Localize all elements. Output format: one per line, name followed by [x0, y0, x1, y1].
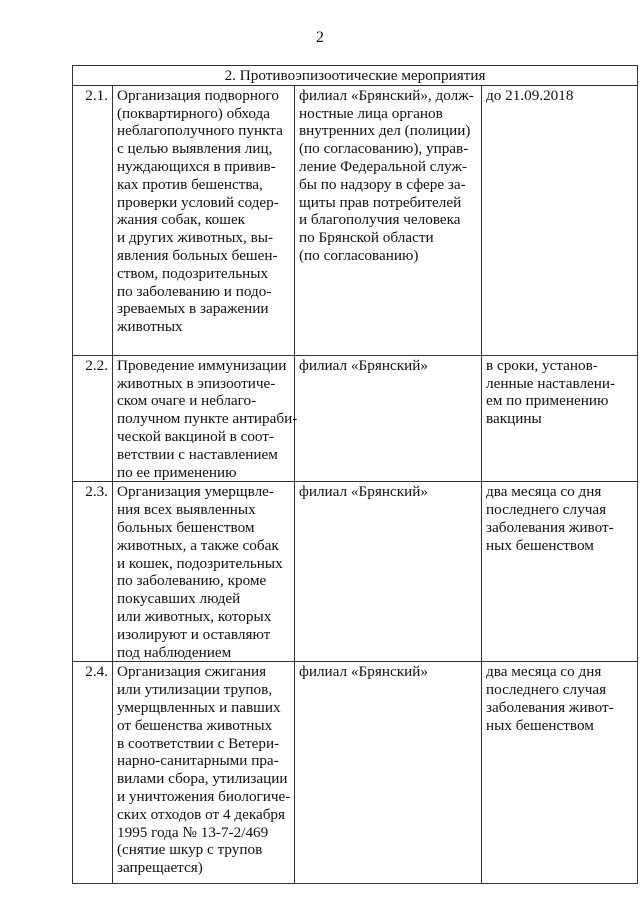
- event-line: неблагополучного пункта: [117, 122, 283, 140]
- event-cell: [113, 85, 295, 355]
- term-line: в сроки, установ-: [486, 356, 598, 374]
- event-line: или животных, которых: [117, 607, 272, 625]
- event-cell: [113, 662, 295, 884]
- executor-line: филиал «Брянский»: [299, 356, 428, 374]
- row-number: 2.1.: [73, 85, 113, 355]
- term-line: до 21.09.2018: [486, 86, 574, 104]
- term-cell: [482, 662, 638, 884]
- event-line: ния всех выявленных: [117, 501, 256, 519]
- table-row: [73, 355, 638, 482]
- executor-line: ностные лица органов: [299, 104, 443, 122]
- event-line: (снятие шкур с трупов: [117, 841, 263, 859]
- event-line: Организация умерщвле-: [117, 483, 274, 501]
- event-line: изолируют и оставляют: [117, 625, 271, 643]
- executor-line: по Брянской области: [299, 229, 434, 247]
- page-number: 2: [316, 29, 324, 46]
- table-row: [73, 482, 638, 662]
- event-line: и других животных, вы-: [117, 229, 274, 247]
- event-line: или утилизации трупов,: [117, 681, 273, 699]
- table-body: [73, 66, 638, 884]
- event-line: получном пункте антираби-: [117, 410, 298, 428]
- executor-line: ление Федеральной служ-: [299, 157, 468, 175]
- event-line: в соответствии с Ветери-: [117, 734, 280, 752]
- executor-cell: [295, 662, 482, 884]
- term-cell: [482, 355, 638, 482]
- executor-line: бы по надзору в сфере за-: [299, 175, 466, 193]
- event-line: покусавших людей: [117, 590, 241, 608]
- section-header-row: [73, 66, 638, 86]
- event-line: ветствии с наставлением: [117, 445, 278, 463]
- row-number: 2.3.: [73, 482, 113, 662]
- executor-cell: [295, 482, 482, 662]
- executor-line: внутренних дел (полиции): [299, 122, 471, 140]
- event-line: под наблюдением: [117, 643, 232, 661]
- event-line: Организация сжигания: [117, 663, 267, 681]
- event-line: зреваемых в заражении: [117, 300, 269, 318]
- event-line: ских отходов от 4 декабря: [117, 805, 286, 823]
- event-line: животных в эпизоотиче-: [117, 374, 276, 392]
- event-cell: [113, 355, 298, 482]
- term-line: два месяца со дня: [486, 483, 602, 501]
- event-line: проверки условий содер-: [117, 193, 279, 211]
- event-line: явления больных бешен-: [117, 246, 278, 264]
- event-line: больных бешенством: [117, 518, 255, 536]
- executor-cell: [295, 85, 482, 355]
- event-line: нуждающихся в привив-: [117, 157, 276, 175]
- term-line: ных бешенством: [486, 536, 594, 554]
- term-cell: [482, 85, 638, 355]
- event-line: по ее применению: [117, 463, 237, 481]
- executor-line: щиты прав потребителей: [299, 193, 462, 211]
- executor-line: филиал «Брянский», долж-: [299, 86, 474, 104]
- executor-line: филиал «Брянский»: [299, 663, 428, 681]
- measures-table: [72, 65, 638, 884]
- term-cell: [482, 482, 638, 662]
- executor-line: (по согласованию), управ-: [299, 140, 469, 158]
- table-row: [73, 662, 638, 884]
- term-line: ных бешенством: [486, 716, 594, 734]
- executor-line: филиал «Брянский»: [299, 483, 428, 501]
- event-line: 1995 года № 13-7-2/469: [117, 823, 269, 841]
- executor-cell: [295, 355, 482, 482]
- event-line: нарно-санитарными пра-: [117, 752, 279, 770]
- term-line: вакцины: [486, 410, 542, 428]
- event-line: Проведение иммунизации: [117, 356, 287, 374]
- term-line: заболевания живот-: [486, 518, 614, 536]
- term-line: заболевания живот-: [486, 698, 614, 716]
- event-line: животных: [117, 318, 183, 336]
- event-line: и уничтожения биологиче-: [117, 787, 291, 805]
- row-number: 2.4.: [73, 662, 113, 884]
- term-line: ем по применению: [486, 392, 609, 410]
- event-line: животных, а также собак: [117, 536, 279, 554]
- event-line: жания собак, кошек: [117, 211, 246, 229]
- executor-line: и благополучия человека: [299, 211, 461, 229]
- executor-line: (по согласованию): [299, 246, 419, 264]
- event-line: умерщвленных и павших: [117, 698, 281, 716]
- event-line: ках против бешенства,: [117, 175, 263, 193]
- event-line: ческой вакциной в соот-: [117, 427, 275, 445]
- event-line: (поквартирного) обхода: [117, 104, 271, 122]
- event-line: по заболеванию, кроме: [117, 572, 267, 590]
- event-line: вилами сбора, утилизации: [117, 770, 288, 788]
- event-line: по заболеванию и подо-: [117, 282, 272, 300]
- term-line: последнего случая: [486, 501, 607, 519]
- event-line: ском очаге и неблаго-: [117, 392, 257, 410]
- section-title: 2. Противоэпизоотические мероприятия: [73, 66, 638, 86]
- table-row: [73, 85, 638, 355]
- term-line: последнего случая: [486, 681, 607, 699]
- event-line: запрещается): [117, 859, 203, 877]
- event-line: с целью выявления лиц,: [117, 140, 273, 158]
- event-cell: [113, 482, 295, 662]
- row-number: 2.2.: [73, 355, 113, 482]
- event-line: от бешенства животных: [117, 716, 273, 734]
- event-line: и кошек, подозрительных: [117, 554, 283, 572]
- term-line: два месяца со дня: [486, 663, 602, 681]
- term-line: ленные наставлени-: [486, 374, 616, 392]
- event-line: Организация подворного: [117, 86, 279, 104]
- event-line: ством, подозрительных: [117, 264, 269, 282]
